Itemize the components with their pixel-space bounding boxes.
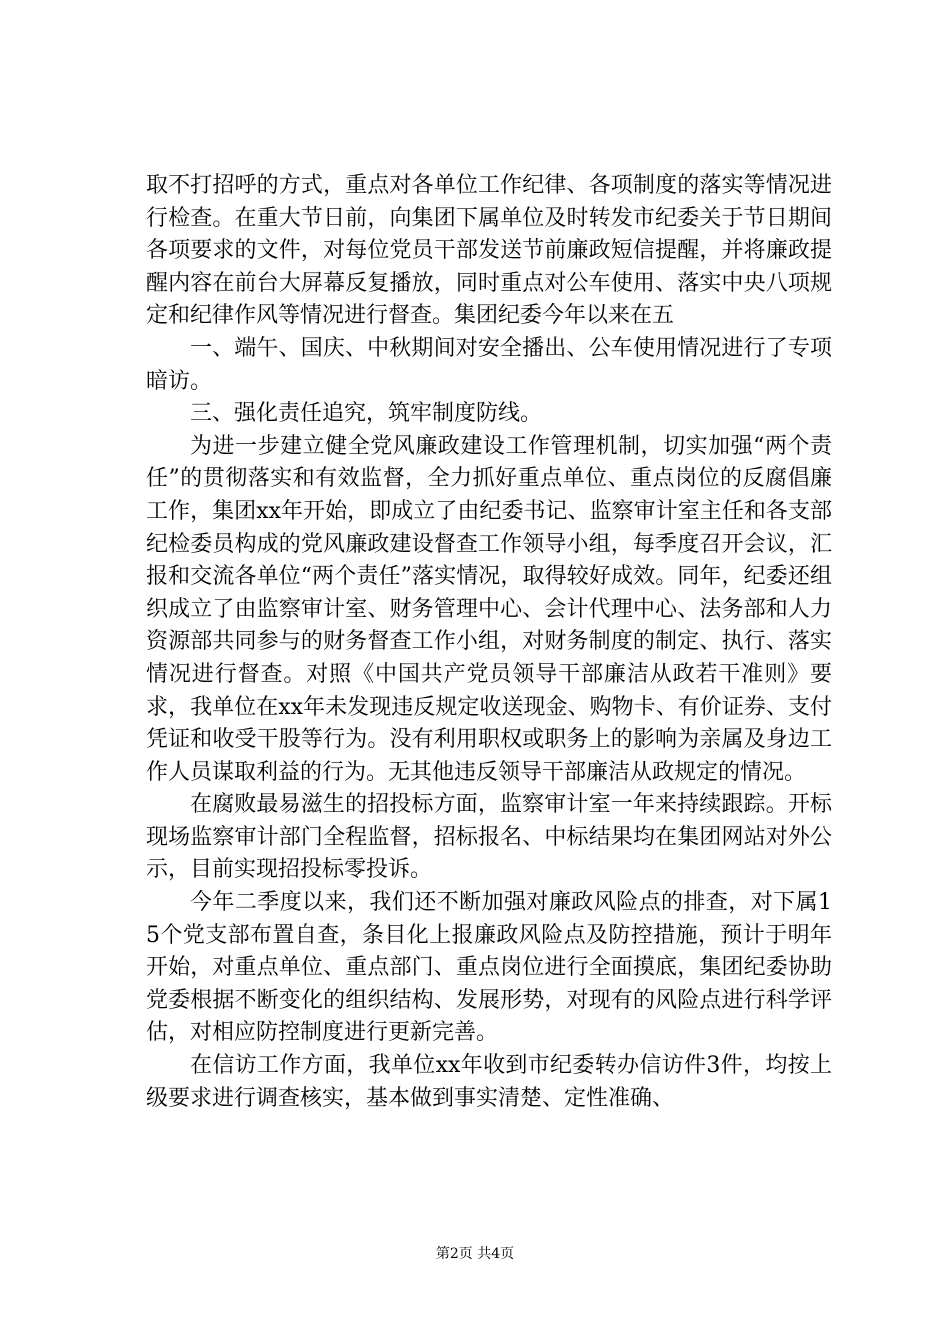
paragraph-5: 在腐败最易滋生的招投标方面，监察审计室一年来持续跟踪。开标现场监察审计部门全程监督，招标报名、中标结果均在集团网站对外公示，目前实现招投标零投诉。 (146, 792, 832, 883)
document-body (146, 170, 832, 1115)
section-heading: 三、强化责任追究，筑牢制度防线。 (190, 401, 543, 427)
paragraph-1: 取不打招呼的方式，重点对各单位工作纪律、各项制度的落实等情况进行检查。在重大节日前，向集团下属单位及时转发市纪委关于节日期间各项要求的文件，对每位党员干部发送节前廉政短信提醒，并将廉政提醒内容在前台大屏幕反复播放，同时重点对公车使用、落实中央八项规定和纪律作风等情况进行督查。集团纪委今年以来在五 (146, 173, 832, 329)
page-number-footer: 第2页 共4页 (435, 1246, 515, 1262)
paragraph-4: 为进一步建立健全党风廉政建设工作管理机制，切实加强“两个责任”的贯彻落实和有效监督，全力抓好重点单位、重点岗位的反腐倡廉工作，集团xx年开始，即成立了由纪委书记、监察审计室主任和各支部纪检委员构成的党风廉政建设督查工作领导小组，每季度召开会议，汇报和交流各单位“两个责任”落实情况，取得较好成效。同年，纪委还组织成立了由监察审计室、财务管理中心、会计代理中心、法务部和人力资源部共同参与的财务督查工作小组，对财务制度的制定、执行、落实情况进行督查。对照《中国共产党员领导干部廉洁从政若干准则》要求，我单位在xx年未发现违反规定收送现金、购物卡、有价证券、支付凭证和收受干股等行为。没有利用职权或职务上的影响为亲属及身边工作人员谋取利益的行为。无其他违反领导干部廉洁从政规定的情况。 (146, 433, 832, 785)
paragraph-7: 在信访工作方面，我单位xx年收到市纪委转办信访件3件，均按上级要求进行调查核实，基本做到事实清楚、定性准确、 (146, 1053, 832, 1111)
paragraph-2: 一、端午、国庆、中秋期间对安全播出、公车使用情况进行了专项暗访。 (146, 335, 832, 394)
paragraph-6: 今年二季度以来，我们还不断加强对廉政风险点的排查，对下属15个党支部布置自查，条目化上报廉政风险点及防控措施，预计于明年开始，对重点单位、重点部门、重点岗位进行全面摸底，集团纪委协助党委根据不断变化的组织结构、发展形势，对现有的风险点进行科学评估，对相应防控制度进行更新完善。 (146, 890, 832, 1046)
